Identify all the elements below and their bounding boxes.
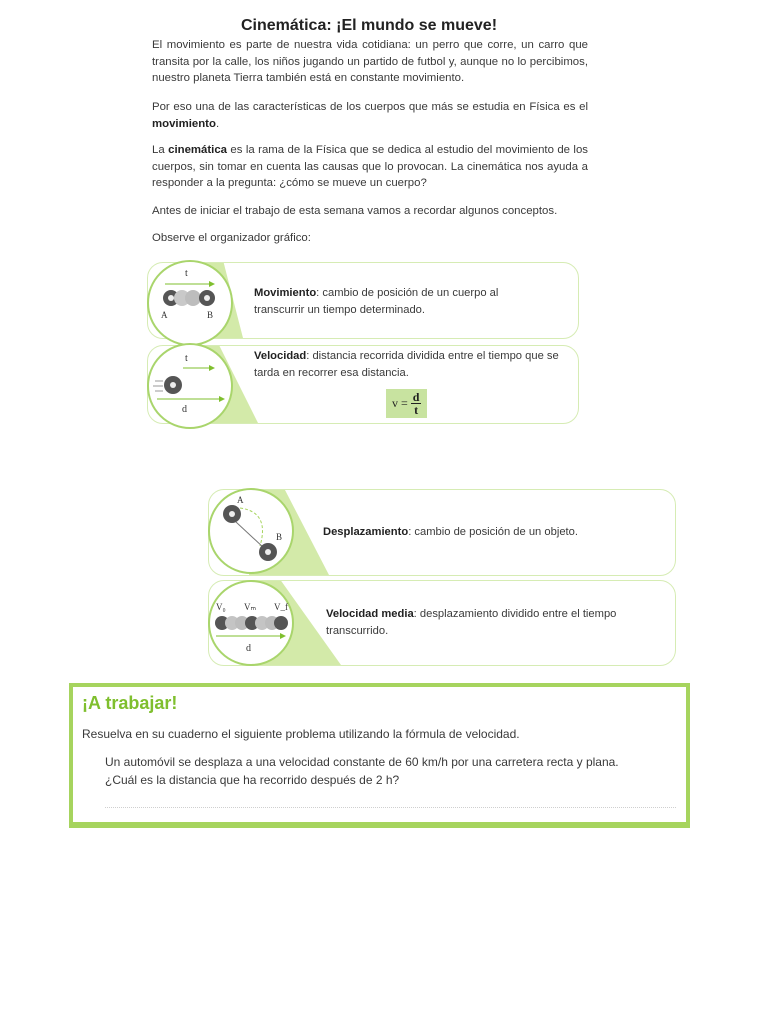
activity-box <box>69 683 690 828</box>
formula-numerator: d <box>412 390 420 404</box>
label-d: d <box>182 404 187 415</box>
formula-fraction <box>411 391 422 416</box>
concept-text-desplazamiento: Desplazamiento: cambio de posición de un objeto. <box>323 526 578 538</box>
concept-text-movimiento: Movimiento: cambio de posición de un cuerpo al transcurrir un tiempo determinado. <box>254 287 499 316</box>
answer-line <box>105 807 676 808</box>
diagram-circle-desplazamiento <box>208 488 294 574</box>
concept-text-velocidad-media: Velocidad media: desplazamiento dividido entre el tiempo transcurrido. <box>326 608 617 637</box>
problem-line-2: ¿Cuál es la distancia que ha recorrido después de 2 h? <box>105 773 400 787</box>
activity-problem <box>105 753 685 789</box>
intro-paragraph-4: Antes de iniciar el trabajo de esta semana vamos a recordar algunos conceptos. <box>152 205 558 217</box>
concept-text-velocidad: Velocidad: distancia recorrida dividida entre el tiempo que se tarda en recorrer esa distancia. <box>254 350 559 379</box>
ball-speed-icon <box>149 345 231 427</box>
label-b: B <box>207 310 214 320</box>
label-vm: Vₘ <box>244 602 257 612</box>
intro-paragraph-1: El movimiento es parte de nuestra vida cotidiana: un perro que corre, un carro que transita por la calle, los niños jugando un partido de futbol y, aunque no lo percibimos, nuestro planeta Tierra también está en constante movimiento. <box>152 39 588 84</box>
label-t: t <box>185 353 188 364</box>
label-d: d <box>246 643 251 654</box>
activity-title: ¡A trabajar! <box>82 693 178 713</box>
label-t: t <box>185 268 188 279</box>
intro-paragraph-5: Observe el organizador gráfico: <box>152 232 311 244</box>
diagram-circle-velocidad <box>147 343 233 429</box>
label-a: A <box>237 495 244 505</box>
label-a: A <box>161 310 168 320</box>
activity-instruction: Resuelva en su cuaderno el siguiente problema utilizando la fórmula de velocidad. <box>82 727 520 741</box>
label-v0: V₀ <box>216 602 226 612</box>
ball-motion-icon <box>149 262 231 344</box>
keyword-cinematica: cinemática <box>168 144 227 156</box>
label-b: B <box>276 532 283 542</box>
intro-paragraph-3: La cinemática es la rama de la Física que se dedica al estudio del movimiento de los cuerpos, sin tomar en cuenta las causas que lo provocan. La cinemática nos ayuda a responder a la pregunta: ¿cómo se mueve un cuerpo? <box>152 144 588 189</box>
displacement-icon <box>210 490 292 572</box>
problem-line-1: Un automóvil se desplaza a una velocidad constante de 60 km/h por una carretera recta y plana. <box>105 755 619 769</box>
average-velocity-icon <box>210 582 292 664</box>
keyword-movimiento: movimiento <box>152 117 216 130</box>
formula-denominator: t <box>414 403 419 417</box>
label-vf: V_f <box>274 602 288 612</box>
formula-lhs: v = <box>392 396 408 410</box>
diagram-circle-velocidad-media <box>208 580 294 666</box>
velocity-formula <box>386 389 427 418</box>
page-title: Cinemática: ¡El mundo se mueve! <box>240 17 498 34</box>
diagram-circle-movimiento <box>147 260 233 346</box>
intro-paragraph-2: Por eso una de las características de los cuerpos que más se estudia en Física es el movimiento. <box>152 101 588 130</box>
